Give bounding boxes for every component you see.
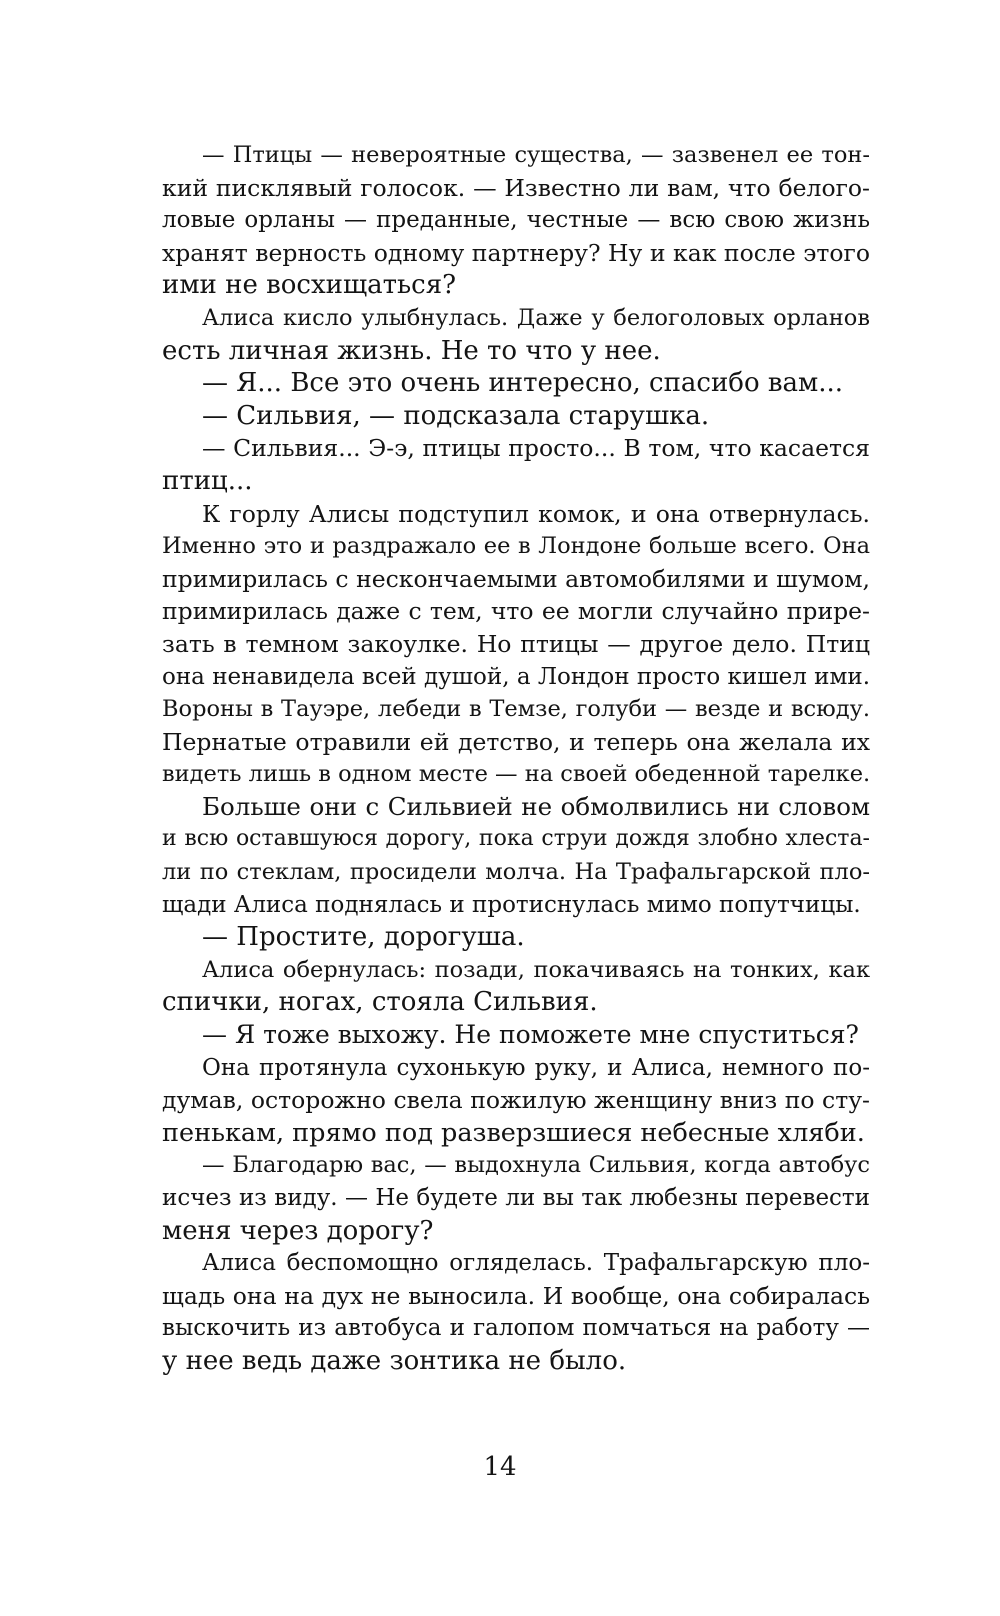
text-line: — Благодарю вас, — выдохнула Сильвия, когда автобус	[202, 1152, 870, 1179]
text-line: — Сильвия... Э-э, птицы просто... В том, что касается	[202, 434, 870, 463]
text-line: Больше они с Сильвией не обмолвились ни словом	[202, 791, 870, 821]
text-line: она ненавидела всей душой, а Лондон просто кишел ими.	[162, 663, 871, 690]
text-line: — Я тоже выхожу. Не поможете мне спуститься?	[202, 1020, 859, 1050]
text-line: ими не восхищаться?	[162, 270, 457, 301]
text-line: Алиса беспомощно огляделась. Трафальгарскую пло-	[202, 1250, 870, 1277]
text-line: хранят верность одному партнеру? Ну и как после этого	[162, 238, 870, 267]
text-line: — Сильвия, — подсказала старушка.	[202, 400, 710, 431]
text-line: спички, ногах, стояла Сильвия.	[162, 987, 598, 1018]
text-line: кий писклявый голосок. — Известно ли вам, что белого-	[162, 173, 870, 202]
text-line: зать в темном закоулке. Но птицы — другое дело. Птиц	[162, 629, 870, 658]
text-line: — Простите, дорогуша.	[202, 922, 525, 953]
text-line: видеть лишь в одном месте — на своей обеденной тарелке.	[162, 761, 871, 788]
text-line: примирилась с нескончаемыми автомобилями и шумом,	[162, 564, 870, 593]
text-line: меня через дорогу?	[162, 1215, 434, 1246]
text-line: щадь она на дух не выносила. И вообще, она собиралась	[162, 1281, 870, 1310]
text-line: Алиса кисло улыбнулась. Даже у белоголовых орланов	[202, 304, 870, 331]
text-line: — Я... Все это очень интересно, спасибо вам...	[202, 368, 844, 399]
text-line: щади Алиса поднялась и протиснулась мимо попутчицы.	[162, 891, 861, 918]
text-line: пенькам, прямо под разверзшиеся небесные хляби.	[162, 1117, 865, 1148]
text-line: Она протянула сухонькую руку, и Алиса, немного по-	[202, 1054, 870, 1081]
text-line: у нее ведь даже зонтика не было.	[162, 1345, 627, 1376]
page-number: 14	[483, 1452, 517, 1482]
text-line: К горлу Алисы подступил комок, и она отвернулась.	[202, 499, 870, 528]
text-line: примирилась даже с тем, что ее могли случайно прире-	[162, 597, 870, 626]
body-text	[162, 139, 870, 1378]
text-line: исчез из виду. — Не будете ли вы так любезны перевести	[162, 1185, 870, 1211]
text-line: ли по стеклам, просидели молча. На Трафальгарской пло-	[162, 859, 870, 886]
text-line: думав, осторожно свела пожилую женщину вниз по сту-	[162, 1086, 870, 1115]
text-line: выскочить из автобуса и галопом помчаться на работу —	[162, 1315, 870, 1342]
text-line: есть личная жизнь. Не то что у нее.	[162, 335, 661, 366]
text-line: Пернатые отравили ей детство, и теперь она желала их	[162, 727, 870, 756]
text-line: и всю оставшуюся дорогу, пока струи дождя злобно хлеста-	[162, 826, 870, 852]
text-line: Алиса обернулась: позади, покачиваясь на тонких, как	[202, 956, 870, 983]
text-line: птиц...	[162, 465, 253, 496]
text-line: Вороны в Тауэре, лебеди в Темзе, голуби — везде и всюду.	[162, 696, 870, 723]
text-line: — Птицы — невероятные существа, — зазвенел ее тон-	[202, 142, 870, 168]
text-line: Именно это и раздражало ее в Лондоне больше всего. Она	[162, 533, 870, 560]
text-line: ловые орланы — преданные, честные — всю свою жизнь	[162, 207, 870, 234]
